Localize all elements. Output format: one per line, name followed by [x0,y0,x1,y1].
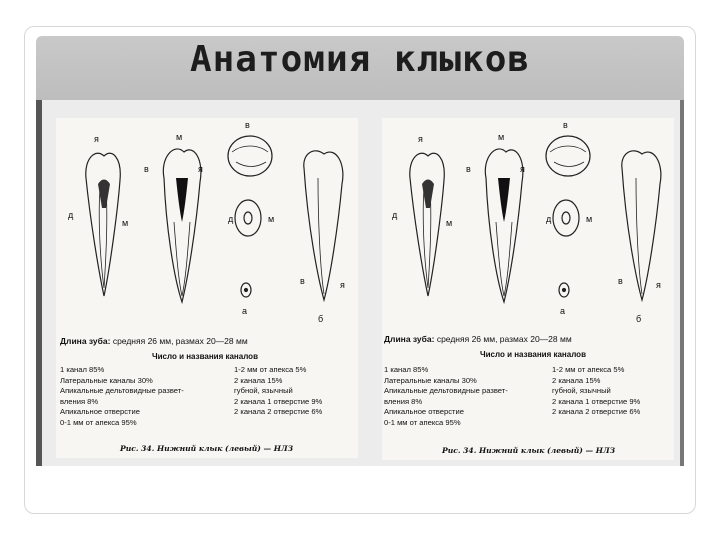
label-m: м [176,132,183,142]
label-m: м [586,214,593,224]
canal-stat: 2 канала 2 отверстие 6% [552,407,641,417]
canal-stat: 2 канала 1 отверстие 9% [552,396,641,406]
canal-stat: 1 канал 85% [60,365,105,374]
label-b: б [636,314,642,324]
label-ya: я [340,280,345,290]
label-b: б [318,314,324,324]
tooth-length-label: Длина зуба: [60,336,111,346]
canal-stat: 2 канала 1 отверстие 9% [234,396,323,406]
figure-caption: Рис. 34. Нижний клык (левый) — НЛЗ [442,446,616,455]
tooth-length-value: средняя 26 мм, размах 20—28 мм [436,334,572,344]
scan-figure-right [382,118,674,460]
canal-stat: губной, язычный [552,386,611,396]
canal-stat: вления 8% [384,396,423,406]
label-m: м [122,218,129,228]
label-m: м [446,218,453,228]
tooth-length [60,336,248,346]
label-d: д [392,210,398,220]
canal-stat: Латеральные каналы 30% [60,375,153,385]
label-m: м [498,132,505,142]
canals-heading: Число и названия каналов [152,352,258,361]
canal-stat: 2 канала 15% [234,375,283,385]
canal-stat: 2 канала 2 отверстие 6% [234,407,323,417]
scan-figure-left [56,118,358,458]
canal-stat: 0-1 мм от апекса 95% [60,417,137,427]
canal-stat: губной, язычный [234,386,293,396]
canal-stat: 1-2 мм от апекса 5% [234,365,307,374]
label-ya: я [94,134,99,144]
label-v: в [245,120,250,130]
canal-stat: Апикальное отверстие [60,407,140,417]
canals-right-column [234,365,322,418]
canal-stat: 0-1 мм от апекса 95% [384,417,461,427]
tooth-length-label: Длина зуба: [384,334,435,344]
canal-stat: вления 8% [60,396,99,406]
slide-title: Анатомия клыков [189,39,531,80]
label-d: д [68,210,74,220]
label-ya: я [656,280,661,290]
tooth-length-value: средняя 26 мм, размах 20—28 мм [112,336,248,346]
canals-left-column [60,365,184,429]
canal-stat: Апикальные дельтовидные развет- [384,386,508,396]
label-m: м [268,214,275,224]
canal-stat: 1-2 мм от апекса 5% [552,365,625,374]
label-v: в [618,276,623,286]
canal-stat: Апикальные дельтовидные развет- [60,386,184,396]
canals-right-column [552,365,640,418]
label-d: д [546,214,552,224]
tooth-length [384,334,572,344]
canals-heading: Число и названия каналов [480,350,586,359]
label-ya: я [520,164,525,174]
canal-stat: Латеральные каналы 30% [384,375,477,385]
label-a: а [242,306,248,316]
label-v: в [466,164,471,174]
label-v: в [563,120,568,130]
canal-stat: Апикальное отверстие [384,407,464,417]
label-ya: я [198,164,203,174]
canals-left-column [384,365,508,429]
label-d: д [228,214,234,224]
figure-caption: Рис. 34. Нижний клык (левый) — НЛЗ [120,444,294,453]
label-a: а [560,306,566,316]
label-v: в [300,276,305,286]
label-ya: я [418,134,423,144]
canal-stat: 2 канала 15% [552,375,601,385]
label-v: в [144,164,149,174]
canal-stat: 1 канал 85% [384,365,429,374]
